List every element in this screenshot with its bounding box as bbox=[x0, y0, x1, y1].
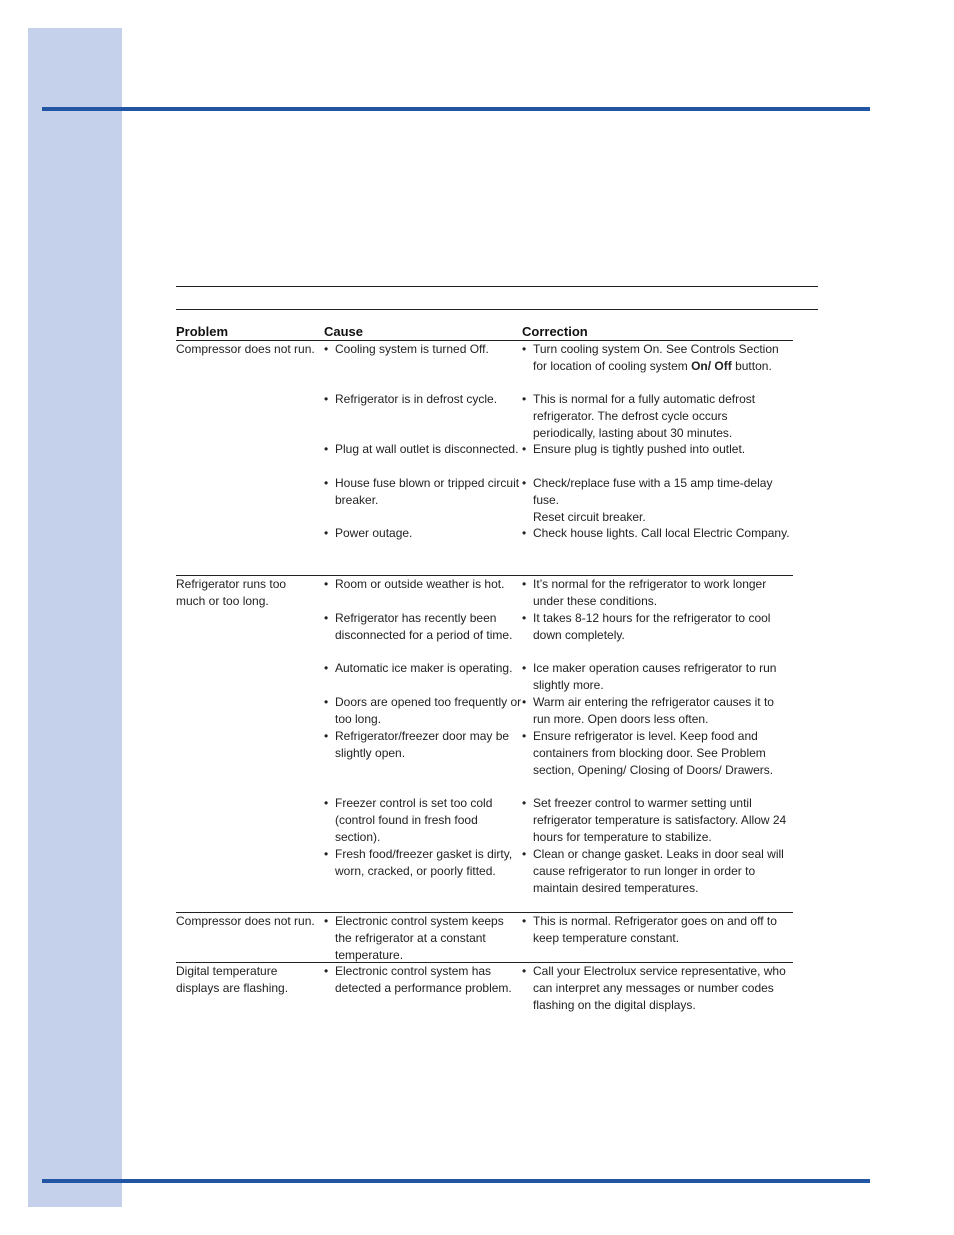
cause-cell bbox=[324, 963, 522, 1014]
correction-cell bbox=[522, 728, 793, 795]
cause-cell bbox=[324, 610, 522, 660]
correction-cell bbox=[522, 694, 793, 728]
bullet-icon: • bbox=[324, 729, 329, 743]
troubleshooting-table bbox=[176, 323, 793, 1014]
correction-cell bbox=[522, 963, 793, 1014]
bullet-icon: • bbox=[522, 964, 527, 978]
correction-cell bbox=[522, 441, 793, 475]
bullet-icon: • bbox=[522, 342, 527, 356]
problem-text: Refrigerator runs too much or too long. bbox=[176, 577, 287, 608]
cause-text: Plug at wall outlet is disconnected. bbox=[335, 442, 519, 456]
correction-text: Check house lights. Call local Electric Company. bbox=[533, 526, 790, 540]
table-header bbox=[176, 323, 793, 341]
bullet-icon: • bbox=[522, 526, 527, 540]
table-row bbox=[176, 475, 793, 525]
bullet-icon: • bbox=[324, 695, 329, 709]
correction-text: This is normal. Refrigerator goes on and off to keep temperature constant. bbox=[533, 914, 777, 945]
bullet-icon: • bbox=[324, 661, 329, 675]
table-section bbox=[176, 912, 793, 962]
table-section bbox=[176, 575, 793, 912]
correction-cell bbox=[522, 525, 793, 559]
correction-text: It takes 8-12 hours for the refrigerator to cool down completely. bbox=[533, 611, 771, 642]
bullet-icon: • bbox=[522, 611, 527, 625]
bullet-icon: • bbox=[324, 526, 329, 540]
header-correction: Correction bbox=[522, 324, 588, 339]
cause-text: Freezer control is set too cold (control found in fresh food section). bbox=[335, 796, 493, 844]
section-rule-top bbox=[176, 286, 818, 287]
cause-text: Electronic control system has detected a performance problem. bbox=[335, 964, 512, 995]
bullet-icon: • bbox=[324, 914, 329, 928]
table-row bbox=[176, 660, 793, 694]
problem-text: Digital temperature displays are flashing. bbox=[176, 964, 289, 995]
correction-cell bbox=[522, 576, 793, 610]
cause-cell bbox=[324, 525, 522, 559]
correction-cell bbox=[522, 610, 793, 660]
bullet-icon: • bbox=[522, 442, 527, 456]
page-sidebar-band bbox=[28, 28, 122, 1207]
cause-cell bbox=[324, 441, 522, 475]
section-rule-bottom bbox=[176, 309, 818, 310]
correction-cell bbox=[522, 391, 793, 441]
cause-cell bbox=[324, 660, 522, 694]
correction-cell bbox=[522, 795, 793, 846]
table-row bbox=[176, 391, 793, 441]
problem-text: Compressor does not run. bbox=[176, 342, 315, 356]
cause-text: Refrigerator/freezer door may be slightly open. bbox=[335, 729, 510, 760]
header-rule bbox=[42, 107, 870, 111]
cause-cell bbox=[324, 694, 522, 728]
bullet-icon: • bbox=[522, 914, 527, 928]
bullet-icon: • bbox=[324, 476, 329, 490]
bullet-icon: • bbox=[522, 847, 527, 861]
cause-cell bbox=[324, 576, 522, 610]
correction-text: Clean or change gasket. Leaks in door seal will cause refrigerator to run longer in order to maintain desired temperatures. bbox=[533, 847, 784, 895]
bullet-icon: • bbox=[324, 577, 329, 591]
correction-text: Turn cooling system On. See Controls Section for location of cooling system bbox=[533, 342, 779, 373]
correction-cell bbox=[522, 341, 793, 391]
correction-cell bbox=[522, 475, 793, 525]
cause-text: Refrigerator is in defrost cycle. bbox=[335, 392, 498, 406]
table-row bbox=[176, 694, 793, 728]
correction-cell bbox=[522, 913, 793, 962]
correction-text: Ensure plug is tightly pushed into outlet. bbox=[533, 442, 746, 456]
cause-cell bbox=[324, 341, 522, 391]
bullet-icon: • bbox=[522, 729, 527, 743]
bullet-icon: • bbox=[324, 964, 329, 978]
cause-text: House fuse blown or tripped circuit breaker. bbox=[335, 476, 520, 507]
bullet-icon: • bbox=[324, 611, 329, 625]
correction-text: It’s normal for the refrigerator to work longer under these conditions. bbox=[533, 577, 767, 608]
cause-text: Automatic ice maker is operating. bbox=[335, 661, 513, 675]
correction-cell bbox=[522, 660, 793, 694]
cause-cell bbox=[324, 846, 522, 897]
correction-text: Set freezer control to warmer setting until refrigerator temperature is satisfactory. Allow 24 hours for temperature to stabilize. bbox=[533, 796, 787, 844]
cause-cell bbox=[324, 475, 522, 525]
bullet-icon: • bbox=[522, 796, 527, 810]
table-row bbox=[176, 846, 793, 897]
cause-text: Power outage. bbox=[335, 526, 413, 540]
correction-text: Ensure refrigerator is level. Keep food and containers from blocking door. See Problem section, Opening/ Closing of Doors/ Drawers. bbox=[533, 729, 774, 777]
correction-text: This is normal for a fully automatic defrost refrigerator. The defrost cycle occurs periodically, lasting about 30 minutes. bbox=[533, 392, 756, 440]
bullet-icon: • bbox=[522, 695, 527, 709]
cause-text: Cooling system is turned Off. bbox=[335, 342, 489, 356]
header-cause: Cause bbox=[324, 324, 364, 339]
correction-cell bbox=[522, 846, 793, 897]
header-problem: Problem bbox=[176, 324, 229, 339]
cause-cell bbox=[324, 913, 522, 962]
problem-text: Compressor does not run. bbox=[176, 914, 315, 928]
correction-text-end: button. bbox=[731, 358, 772, 373]
bullet-icon: • bbox=[522, 577, 527, 591]
bullet-icon: • bbox=[522, 392, 527, 406]
correction-text: Warm air entering the refrigerator causes it to run more. Open doors less often. bbox=[533, 695, 774, 726]
cause-cell bbox=[324, 795, 522, 846]
table-row bbox=[176, 728, 793, 795]
bullet-icon: • bbox=[522, 476, 527, 490]
cause-text: Room or outside weather is hot. bbox=[335, 577, 505, 591]
cause-cell bbox=[324, 391, 522, 441]
correction-text: Check/replace fuse with a 15 amp time-delay fuse. bbox=[533, 476, 773, 507]
footer-rule bbox=[42, 1179, 870, 1183]
bullet-icon: • bbox=[324, 392, 329, 406]
cause-text: Electronic control system keeps the refrigerator at a constant temperature. bbox=[335, 914, 504, 962]
cause-text: Doors are opened too frequently or too long. bbox=[335, 695, 522, 726]
cause-text: Refrigerator has recently been disconnected for a period of time. bbox=[335, 611, 513, 642]
correction-text: Ice maker operation causes refrigerator to run slightly more. bbox=[533, 661, 777, 692]
cause-cell bbox=[324, 728, 522, 795]
table-row bbox=[176, 795, 793, 846]
bullet-icon: • bbox=[324, 847, 329, 861]
bullet-icon: • bbox=[324, 442, 329, 456]
table-row bbox=[176, 441, 793, 475]
table-row bbox=[176, 525, 793, 559]
bullet-icon: • bbox=[324, 796, 329, 810]
correction-text: Call your Electrolux service representative, who can interpret any messages or number codes flashing on the digital displays. bbox=[533, 964, 786, 1012]
correction-bold-text: On/ Off bbox=[691, 358, 732, 373]
table-section bbox=[176, 962, 793, 1014]
table-row bbox=[176, 610, 793, 660]
bullet-icon: • bbox=[522, 661, 527, 675]
bullet-icon: • bbox=[324, 342, 329, 356]
table-section bbox=[176, 341, 793, 575]
correction-extra-text: Reset circuit breaker. bbox=[533, 509, 646, 524]
cause-text: Fresh food/freezer gasket is dirty, worn, cracked, or poorly fitted. bbox=[335, 847, 513, 878]
